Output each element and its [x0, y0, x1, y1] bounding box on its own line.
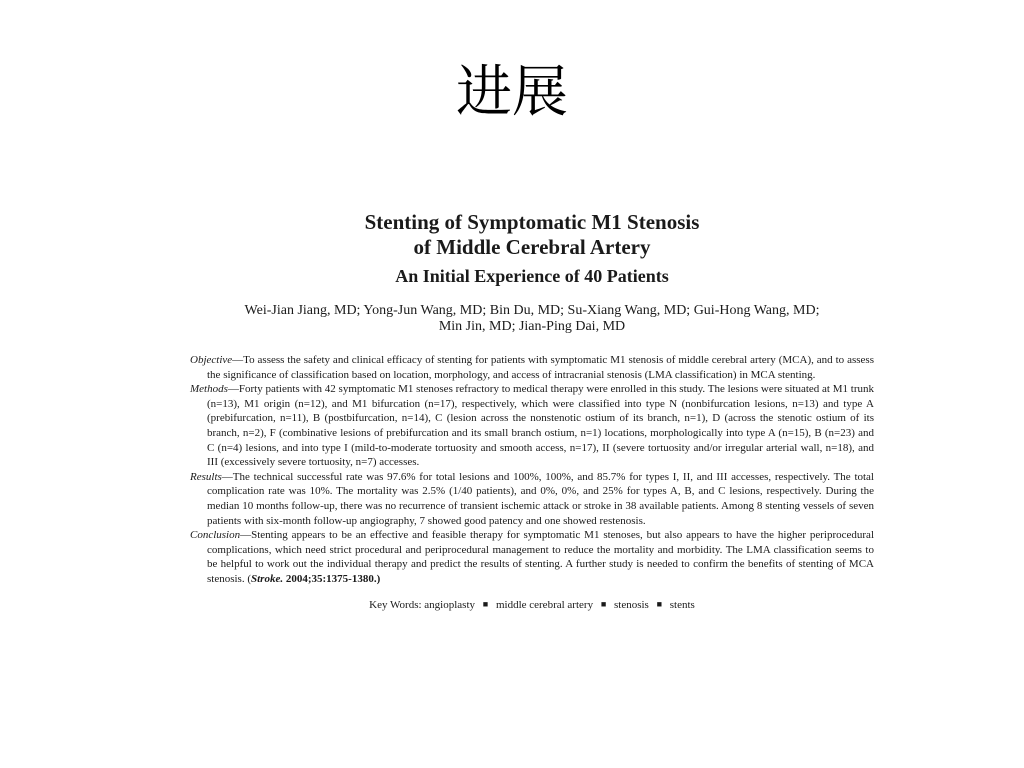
abstract-objective — [190, 353, 874, 382]
citation-journal: Stroke. — [251, 572, 284, 585]
keyword-separator: ■ — [656, 598, 663, 609]
citation-details: 2004;35:1375-1380.) — [283, 572, 381, 585]
methods-label: Methods — [190, 383, 228, 396]
conclusion-label: Conclusion — [190, 529, 241, 542]
objective-label: Objective — [190, 354, 233, 366]
methods-text: —Forty patients with 42 symptomatic M1 stenoses refractory to medical therapy were enrolled in this study. The lesions were situated at M1 trunk (n=13), M1 origin (n=12), and M1 bifurcation (n=17), respectively, which were classified into type N (nonbifurcation lesions, n=13) and type A (prebifurcation, n=11), B (postbifurcation, n=14), C (lesion across the nonstenotic ostium of its branch, n=1), D (across the stenotic ostium of its branch, n=2), F (combinative lesions of prebifurcation and its small branch ostium, n=1) locations, morphologically into type A (n=15), B (n=23) and C (n=4) lesions, and into type I (mild-to-moderate tortuosity and smooth access, n=17), II (severe tortuosity and/or irregular arterial wall, n=18), and III (excessively severe tortuosity, n=7) accesses. — [207, 383, 874, 469]
results-text: —The technical successful rate was 97.6% for total lesions and 100%, 100%, and 85.7% for types I, II, and III accesses, respectively. The total complication rate was 10%. The mortality was 2.5% (1/40 patients), and 0%, 0%, and 25% for types A, B, and C lesions, respectively. During the median 10 months follow-up, there was no recurrence of transient ischemic attack or stroke in 38 available patients. Among 8 stenting vessels of seven patients with six-month follow-up angiography, 7 showed good patency and one showed restenosis. — [207, 470, 874, 527]
keywords — [190, 597, 874, 612]
keyword-item: middle cerebral artery — [495, 598, 594, 611]
conclusion-text: —Stenting appears to be an effective and feasible therapy for symptomatic M1 stenoses, but also appears to have the higher periprocedural complications, which need strict procedural and periprocedural management to reduce the mortality and morbidity. The LMA classification seems to be helpful to work out the individual therapy and predict the results of stenting. A further study is needed to confirm the benefits of stenting of MCA stenosis. ( — [207, 529, 874, 585]
keywords-label: Key Words: — [369, 598, 422, 611]
slide-title: 进展 — [456, 60, 568, 125]
paper-subtitle: An Initial Experience of 40 Patients — [395, 266, 669, 286]
paper-excerpt — [190, 210, 874, 612]
objective-text: —To assess the safety and clinical efficacy of stenting for patients with symptomatic M1 stenosis of middle cerebral artery (MCA), and to assess the significance of classification based on location, morphology, and access of intracranial stenosis (LMA classification) in MCA stenting. — [207, 354, 874, 381]
paper-title-line-2: of Middle Cerebral Artery — [413, 235, 651, 259]
keyword-separator: ■ — [600, 598, 607, 609]
authors-line-1: Wei-Jian Jiang, MD; Yong-Jun Wang, MD; Bin Du, MD; Su-Xiang Wang, MD; Gui-Hong Wang, MD; — [244, 303, 820, 318]
keyword-separator: ■ — [482, 598, 489, 609]
keyword-item: stenosis — [614, 598, 649, 611]
abstract-conclusion — [190, 528, 874, 586]
keyword-item: stents — [669, 598, 695, 611]
results-label: Results — [190, 470, 222, 483]
keyword-item: angioplasty — [424, 598, 476, 611]
authors-line-2: Min Jin, MD; Jian-Ping Dai, MD — [438, 319, 626, 334]
abstract — [190, 353, 874, 587]
paper-title — [190, 210, 874, 260]
abstract-results — [190, 470, 874, 528]
abstract-methods — [190, 382, 874, 470]
paper-authors — [190, 303, 874, 335]
paper-title-line-1: Stenting of Symptomatic M1 Stenosis — [364, 210, 700, 234]
